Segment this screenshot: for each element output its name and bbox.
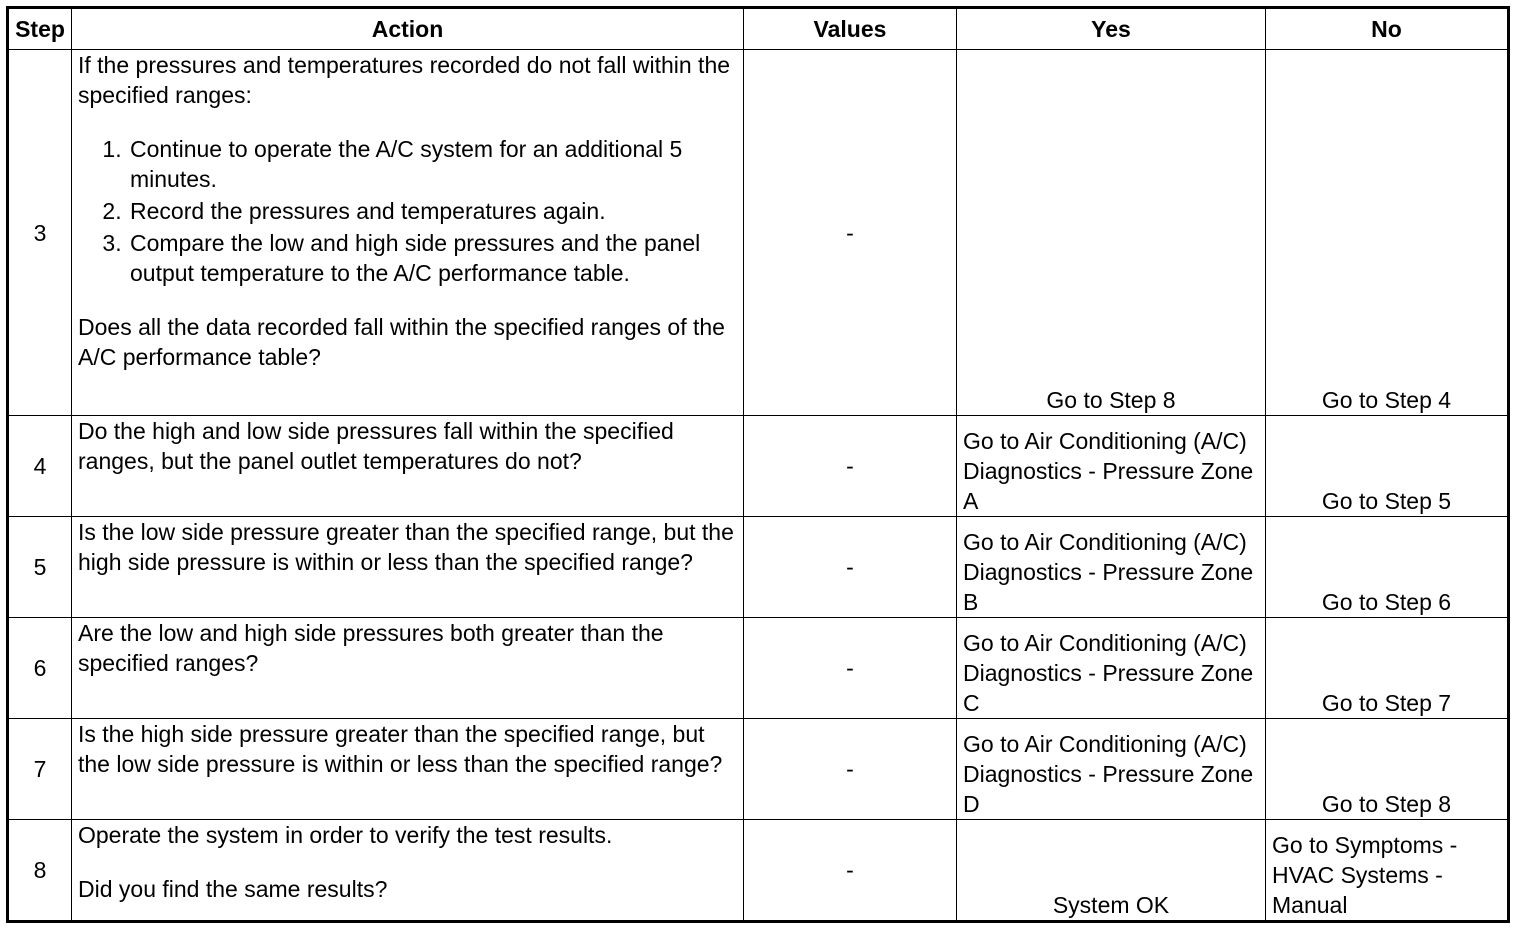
- step-number: 3: [8, 50, 72, 416]
- no-cell: Go to Step 6: [1266, 517, 1509, 618]
- action-question: Did you find the same results?: [78, 876, 388, 902]
- substep-item: 2. Record the pressures and temperatures again.: [128, 196, 737, 226]
- action-question: Does all the data recorded fall within the specified ranges of the A/C performance table?: [78, 314, 725, 370]
- action-cell: [72, 820, 744, 922]
- header-no: No: [1266, 8, 1509, 50]
- yes-cell: System OK: [957, 820, 1266, 922]
- substep-item: 1. Continue to operate the A/C system for an additional 5 minutes.: [128, 134, 737, 194]
- no-cell: Go to Symptoms - HVAC Systems - Manual: [1266, 820, 1509, 922]
- header-yes: Yes: [957, 8, 1266, 50]
- table-row: [8, 719, 1509, 820]
- table-header-row: [8, 8, 1509, 50]
- table-row: [8, 416, 1509, 517]
- values-cell: -: [744, 719, 957, 820]
- values-cell: -: [744, 820, 957, 922]
- yes-cell: Go to Air Conditioning (A/C) Diagnostics - Pressure Zone A: [957, 416, 1266, 517]
- no-cell: Go to Step 7: [1266, 618, 1509, 719]
- no-cell: Go to Step 4: [1266, 50, 1509, 416]
- step-number: 6: [8, 618, 72, 719]
- step-number: 7: [8, 719, 72, 820]
- action-cell: [72, 50, 744, 416]
- action-cell: Are the low and high side pressures both greater than the specified ranges?: [72, 618, 744, 719]
- action-intro: If the pressures and temperatures recorded do not fall within the specified ranges:: [78, 52, 731, 108]
- action-intro: Operate the system in order to verify the test results.: [78, 822, 613, 848]
- table-row: [8, 820, 1509, 922]
- header-step: Step: [8, 8, 72, 50]
- diagnostic-table: [6, 6, 1510, 923]
- substep-list: [78, 134, 737, 288]
- table-row: [8, 517, 1509, 618]
- values-cell: -: [744, 416, 957, 517]
- values-cell: -: [744, 517, 957, 618]
- substep-item: 3. Compare the low and high side pressures and the panel output temperature to the A/C performance table.: [128, 228, 737, 288]
- no-cell: Go to Step 5: [1266, 416, 1509, 517]
- yes-cell: Go to Air Conditioning (A/C) Diagnostics - Pressure Zone B: [957, 517, 1266, 618]
- no-cell: Go to Step 8: [1266, 719, 1509, 820]
- table-row: [8, 618, 1509, 719]
- yes-cell: Go to Air Conditioning (A/C) Diagnostics - Pressure Zone C: [957, 618, 1266, 719]
- action-cell: Is the high side pressure greater than the specified range, but the low side pressure is within or less than the specified range?: [72, 719, 744, 820]
- yes-cell: Go to Step 8: [957, 50, 1266, 416]
- header-action: Action: [72, 8, 744, 50]
- yes-cell: Go to Air Conditioning (A/C) Diagnostics - Pressure Zone D: [957, 719, 1266, 820]
- values-cell: -: [744, 618, 957, 719]
- header-values: Values: [744, 8, 957, 50]
- table-row: [8, 50, 1509, 416]
- action-cell: Do the high and low side pressures fall within the specified ranges, but the panel outlet temperatures do not?: [72, 416, 744, 517]
- step-number: 8: [8, 820, 72, 922]
- action-cell: Is the low side pressure greater than the specified range, but the high side pressure is within or less than the specified range?: [72, 517, 744, 618]
- step-number: 5: [8, 517, 72, 618]
- step-number: 4: [8, 416, 72, 517]
- values-cell: -: [744, 50, 957, 416]
